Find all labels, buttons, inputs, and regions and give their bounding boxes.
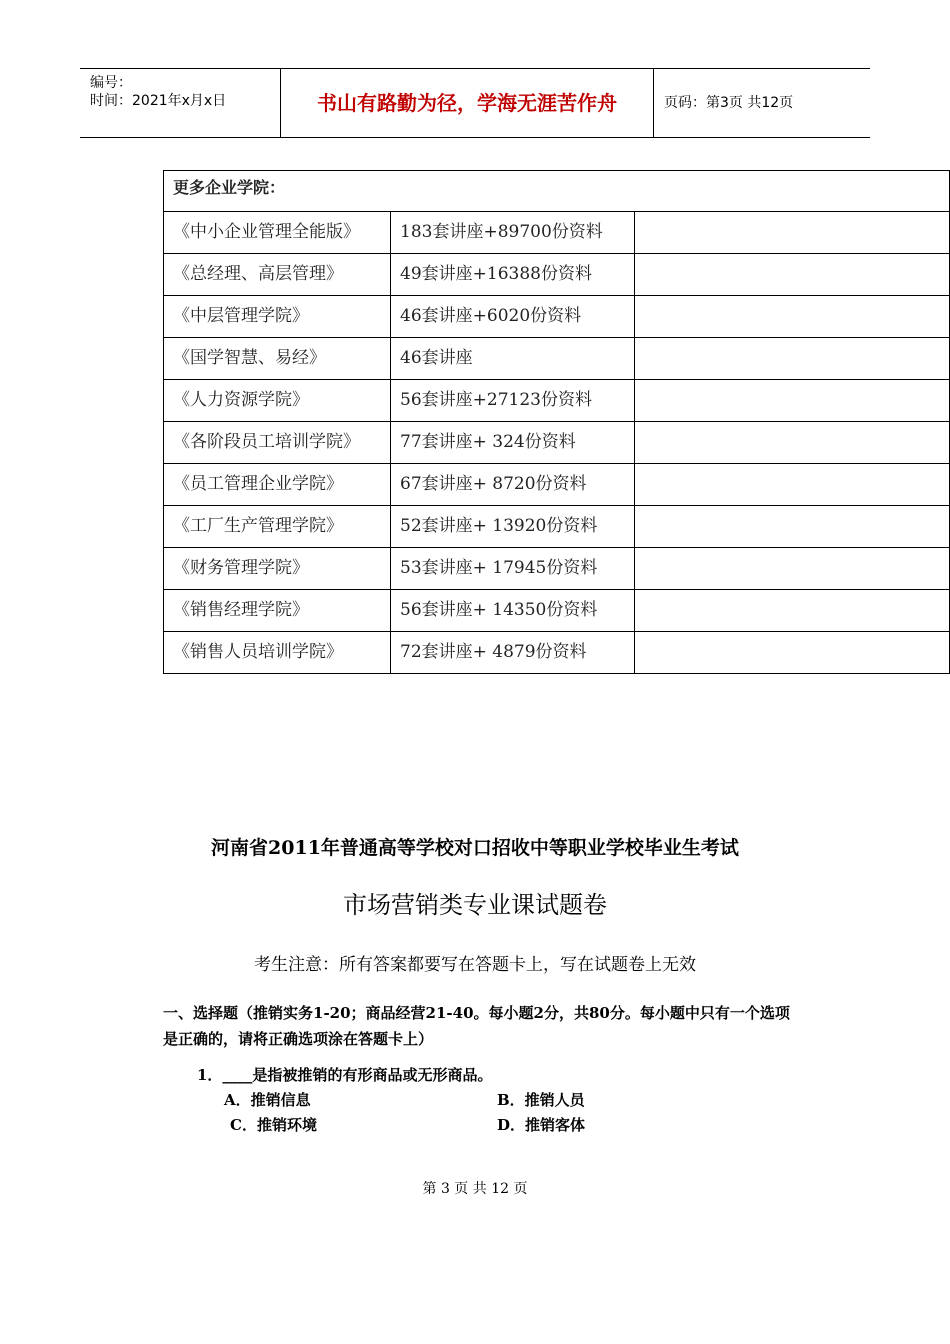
table-row [164, 548, 950, 590]
course-name: 《财务管理学院》 [164, 548, 391, 590]
course-content: 77套讲座+ 324份资料 [391, 422, 635, 464]
option-d: D．推销客体 [497, 1116, 586, 1134]
table-row [164, 338, 950, 380]
empty-cell [635, 296, 950, 338]
question-1: 1．____是指被推销的有形商品或无形商品。 [197, 1066, 493, 1084]
course-content: 183套讲座+89700份资料 [391, 212, 635, 254]
table-row [164, 212, 950, 254]
option-b: B．推销人员 [497, 1091, 585, 1109]
number-label: 编号： [90, 75, 132, 91]
empty-cell [635, 422, 950, 464]
table-row [164, 590, 950, 632]
table-row [164, 422, 950, 464]
course-name: 《销售人员培训学院》 [164, 632, 391, 674]
empty-cell [635, 212, 950, 254]
time-label: 时间：2021年x月x日 [90, 93, 227, 109]
empty-cell [635, 506, 950, 548]
table-row [164, 506, 950, 548]
empty-cell [635, 338, 950, 380]
table-row [164, 464, 950, 506]
exam-title: 河南省2011年普通高等学校对口招收中等职业学校毕业生考试 [211, 837, 739, 859]
table-row [164, 380, 950, 422]
subject-title: 市场营销类专业课试题卷 [343, 891, 607, 919]
catalog-table [163, 170, 950, 674]
course-name: 《中小企业管理全能版》 [164, 212, 391, 254]
course-content: 56套讲座+27123份资料 [391, 380, 635, 422]
table-row [164, 254, 950, 296]
page-footer: 第 3 页 共 12 页 [422, 1181, 528, 1197]
course-name: 《中层管理学院》 [164, 296, 391, 338]
option-a: A．推销信息 [224, 1091, 311, 1109]
course-name: 《销售经理学院》 [164, 590, 391, 632]
header-meta [80, 69, 281, 137]
course-name: 《人力资源学院》 [164, 380, 391, 422]
catalog-heading: 更多企业学院： [164, 171, 950, 212]
option-c: C．推销环境 [230, 1116, 317, 1134]
course-name: 《国学智慧、易经》 [164, 338, 391, 380]
course-content: 49套讲座+16388份资料 [391, 254, 635, 296]
section-instructions: 一、选择题（推销实务1-20；商品经营21-40。每小题2分，共80分。每小题中只有一个选项是正确的，请将正确选项涂在答题卡上） [163, 1004, 790, 1048]
course-content: 53套讲座+ 17945份资料 [391, 548, 635, 590]
empty-cell [635, 254, 950, 296]
table-row [164, 632, 950, 674]
candidate-notice: 考生注意：所有答案都要写在答题卡上，写在试题卷上无效 [254, 955, 696, 975]
course-content: 72套讲座+ 4879份资料 [391, 632, 635, 674]
empty-cell [635, 632, 950, 674]
course-content: 46套讲座 [391, 338, 635, 380]
course-content: 52套讲座+ 13920份资料 [391, 506, 635, 548]
page-header [80, 68, 870, 138]
empty-cell [635, 380, 950, 422]
header-motto: 书山有路勤为径，学海无涯苦作舟 [281, 69, 654, 137]
course-content: 46套讲座+6020份资料 [391, 296, 635, 338]
course-name: 《员工管理企业学院》 [164, 464, 391, 506]
empty-cell [635, 464, 950, 506]
course-content: 56套讲座+ 14350份资料 [391, 590, 635, 632]
header-page-info: 页码：第3页 共12页 [664, 95, 794, 111]
empty-cell [635, 590, 950, 632]
catalog-heading-row [164, 171, 950, 212]
course-name: 《各阶段员工培训学院》 [164, 422, 391, 464]
table-row [164, 296, 950, 338]
course-name: 《总经理、高层管理》 [164, 254, 391, 296]
course-name: 《工厂生产管理学院》 [164, 506, 391, 548]
course-content: 67套讲座+ 8720份资料 [391, 464, 635, 506]
empty-cell [635, 548, 950, 590]
